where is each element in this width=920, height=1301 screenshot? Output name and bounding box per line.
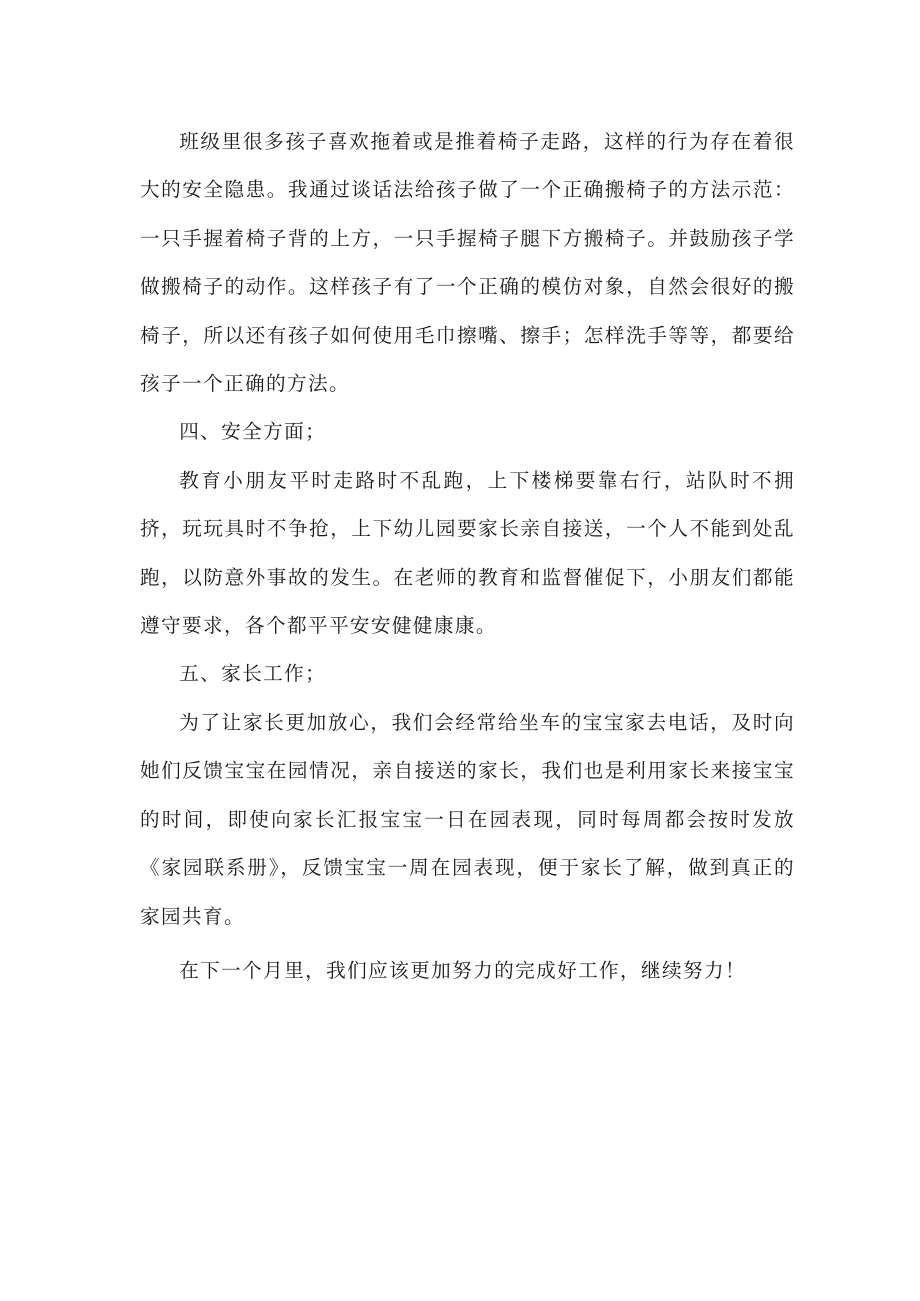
paragraph-chair-safety: 班级里很多孩子喜欢拖着或是推着椅子走路，这样的行为存在着很大的安全隐患。我通过谈话法给孩子做了一个正确搬椅子的方法示范：一只手握着椅子背的上方，一只手握椅子腿下方搬椅子。并鼓励孩子学做搬椅子的动作。这样孩子有了一个正确的模仿对象，自然会很好的搬椅子，所以还有孩子如何使用毛巾擦嘴、擦手；怎样洗手等等，都要给孩子一个正确的方法。 [140, 130, 795, 396]
section-heading-parent-work: 五、家长工作； [179, 662, 327, 686]
paragraph-closing: 在下一个月里，我们应该更加努力的完成好工作，继续努力！ [179, 958, 747, 982]
paragraph-parent-work: 为了让家长更加放心，我们会经常给坐车的宝宝家去电话，及时向她们反馈宝宝在园情况，亲自接送的家长，我们也是利用家长来接宝宝的时间，即使向家长汇报宝宝一日在园表现，同时每周都会按时发放《家园联系册》，反馈宝宝一周在园表现，便于家长了解，做到真正的家园共育。 [140, 710, 795, 928]
document-body [140, 118, 795, 995]
paragraph-safety: 教育小朋友平时走路时不乱跑，上下楼梯要靠右行，站队时不拥挤，玩玩具时不争抢，上下幼儿园要家长亲自接送，一个人不能到处乱跑，以防意外事故的发生。在老师的教育和监督催促下，小朋友们都能遵守要求，各个都平平安安健健康康。 [140, 468, 795, 638]
section-heading-safety: 四、安全方面； [179, 420, 327, 444]
